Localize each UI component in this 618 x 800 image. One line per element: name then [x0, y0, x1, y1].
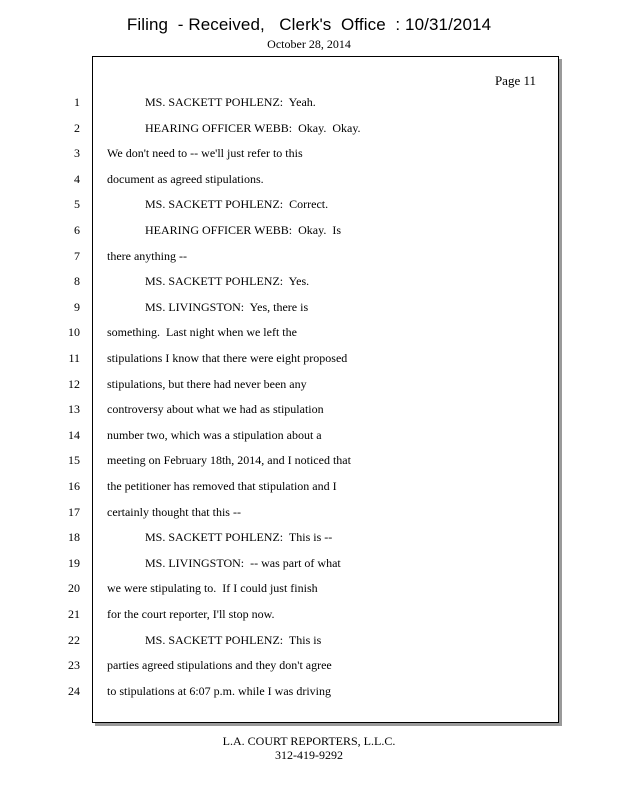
transcript-line-text: document as agreed stipulations.: [107, 172, 264, 186]
transcript-line-text: parties agreed stipulations and they don't agree: [107, 658, 332, 672]
line-number: 1: [74, 95, 80, 109]
transcript-line-text: We don't need to -- we'll just refer to this: [107, 146, 303, 160]
filing-stamp: Filing - Received, Clerk's Office : 10/31/2014: [126, 15, 492, 34]
transcript-line-text: MS. SACKETT POHLENZ: Yeah.: [145, 95, 316, 109]
line-number: 18: [68, 530, 80, 544]
line-number: 13: [68, 402, 80, 416]
line-number: 2: [74, 121, 80, 135]
line-number: 9: [74, 300, 80, 314]
transcript-line-text: something. Last night when we left the: [107, 325, 297, 339]
line-number: 22: [68, 633, 80, 647]
line-number: 24: [68, 684, 80, 698]
transcript-line-text: MS. SACKETT POHLENZ: This is: [145, 633, 322, 647]
transcript-line-text: MS. LIVINGSTON: Yes, there is: [145, 300, 309, 314]
company-name: L.A. COURT REPORTERS, L.L.C.: [222, 734, 396, 748]
line-number: 5: [74, 197, 80, 211]
line-number: 19: [68, 556, 80, 570]
line-number: 8: [74, 274, 80, 288]
line-number: 11: [68, 351, 80, 365]
transcript-line-text: for the court reporter, I'll stop now.: [107, 607, 275, 621]
transcript-line-text: meeting on February 18th, 2014, and I noticed that: [107, 453, 351, 467]
line-number: 23: [68, 658, 80, 672]
line-number: 4: [74, 172, 80, 186]
line-number: 20: [68, 581, 80, 595]
line-number: 3: [74, 146, 80, 160]
transcript-line-text: MS. LIVINGSTON: -- was part of what: [145, 556, 341, 570]
line-number: 12: [68, 377, 80, 391]
transcript-line-text: MS. SACKETT POHLENZ: Correct.: [145, 197, 329, 211]
line-number: 7: [74, 249, 80, 263]
transcript-line-text: stipulations I know that there were eight proposed: [107, 351, 348, 365]
transcript-line-text: stipulations, but there had never been any: [107, 377, 307, 391]
line-number: 21: [68, 607, 80, 621]
transcript-line-text: there anything --: [107, 249, 187, 263]
transcript-line-text: certainly thought that this --: [107, 505, 241, 519]
transcript-line-text: the petitioner has removed that stipulation and I: [107, 479, 337, 493]
transcript-line-text: controversy about what we had as stipulation: [107, 402, 324, 416]
transcript-line-text: to stipulations at 6:07 p.m. while I was driving: [107, 684, 331, 698]
line-number: 16: [68, 479, 80, 493]
line-number: 10: [68, 325, 80, 339]
transcript-line-text: number two, which was a stipulation about a: [107, 428, 322, 442]
document-date: October 28, 2014: [267, 37, 351, 51]
transcript-line-text: we were stipulating to. If I could just finish: [107, 581, 318, 595]
line-number: 17: [68, 505, 80, 519]
line-number: 6: [74, 223, 80, 237]
company-phone: 312-419-9292: [275, 748, 343, 762]
footer: [0, 734, 618, 762]
transcript-line-text: MS. SACKETT POHLENZ: This is --: [145, 530, 333, 544]
transcript-line-text: HEARING OFFICER WEBB: Okay. Okay.: [145, 121, 361, 135]
line-number: 14: [68, 428, 80, 442]
line-number: 15: [68, 453, 80, 467]
transcript-line-text: HEARING OFFICER WEBB: Okay. Is: [145, 223, 342, 237]
transcript-line-text: MS. SACKETT POHLENZ: Yes.: [145, 274, 310, 288]
page-number: Page 11: [494, 73, 536, 88]
